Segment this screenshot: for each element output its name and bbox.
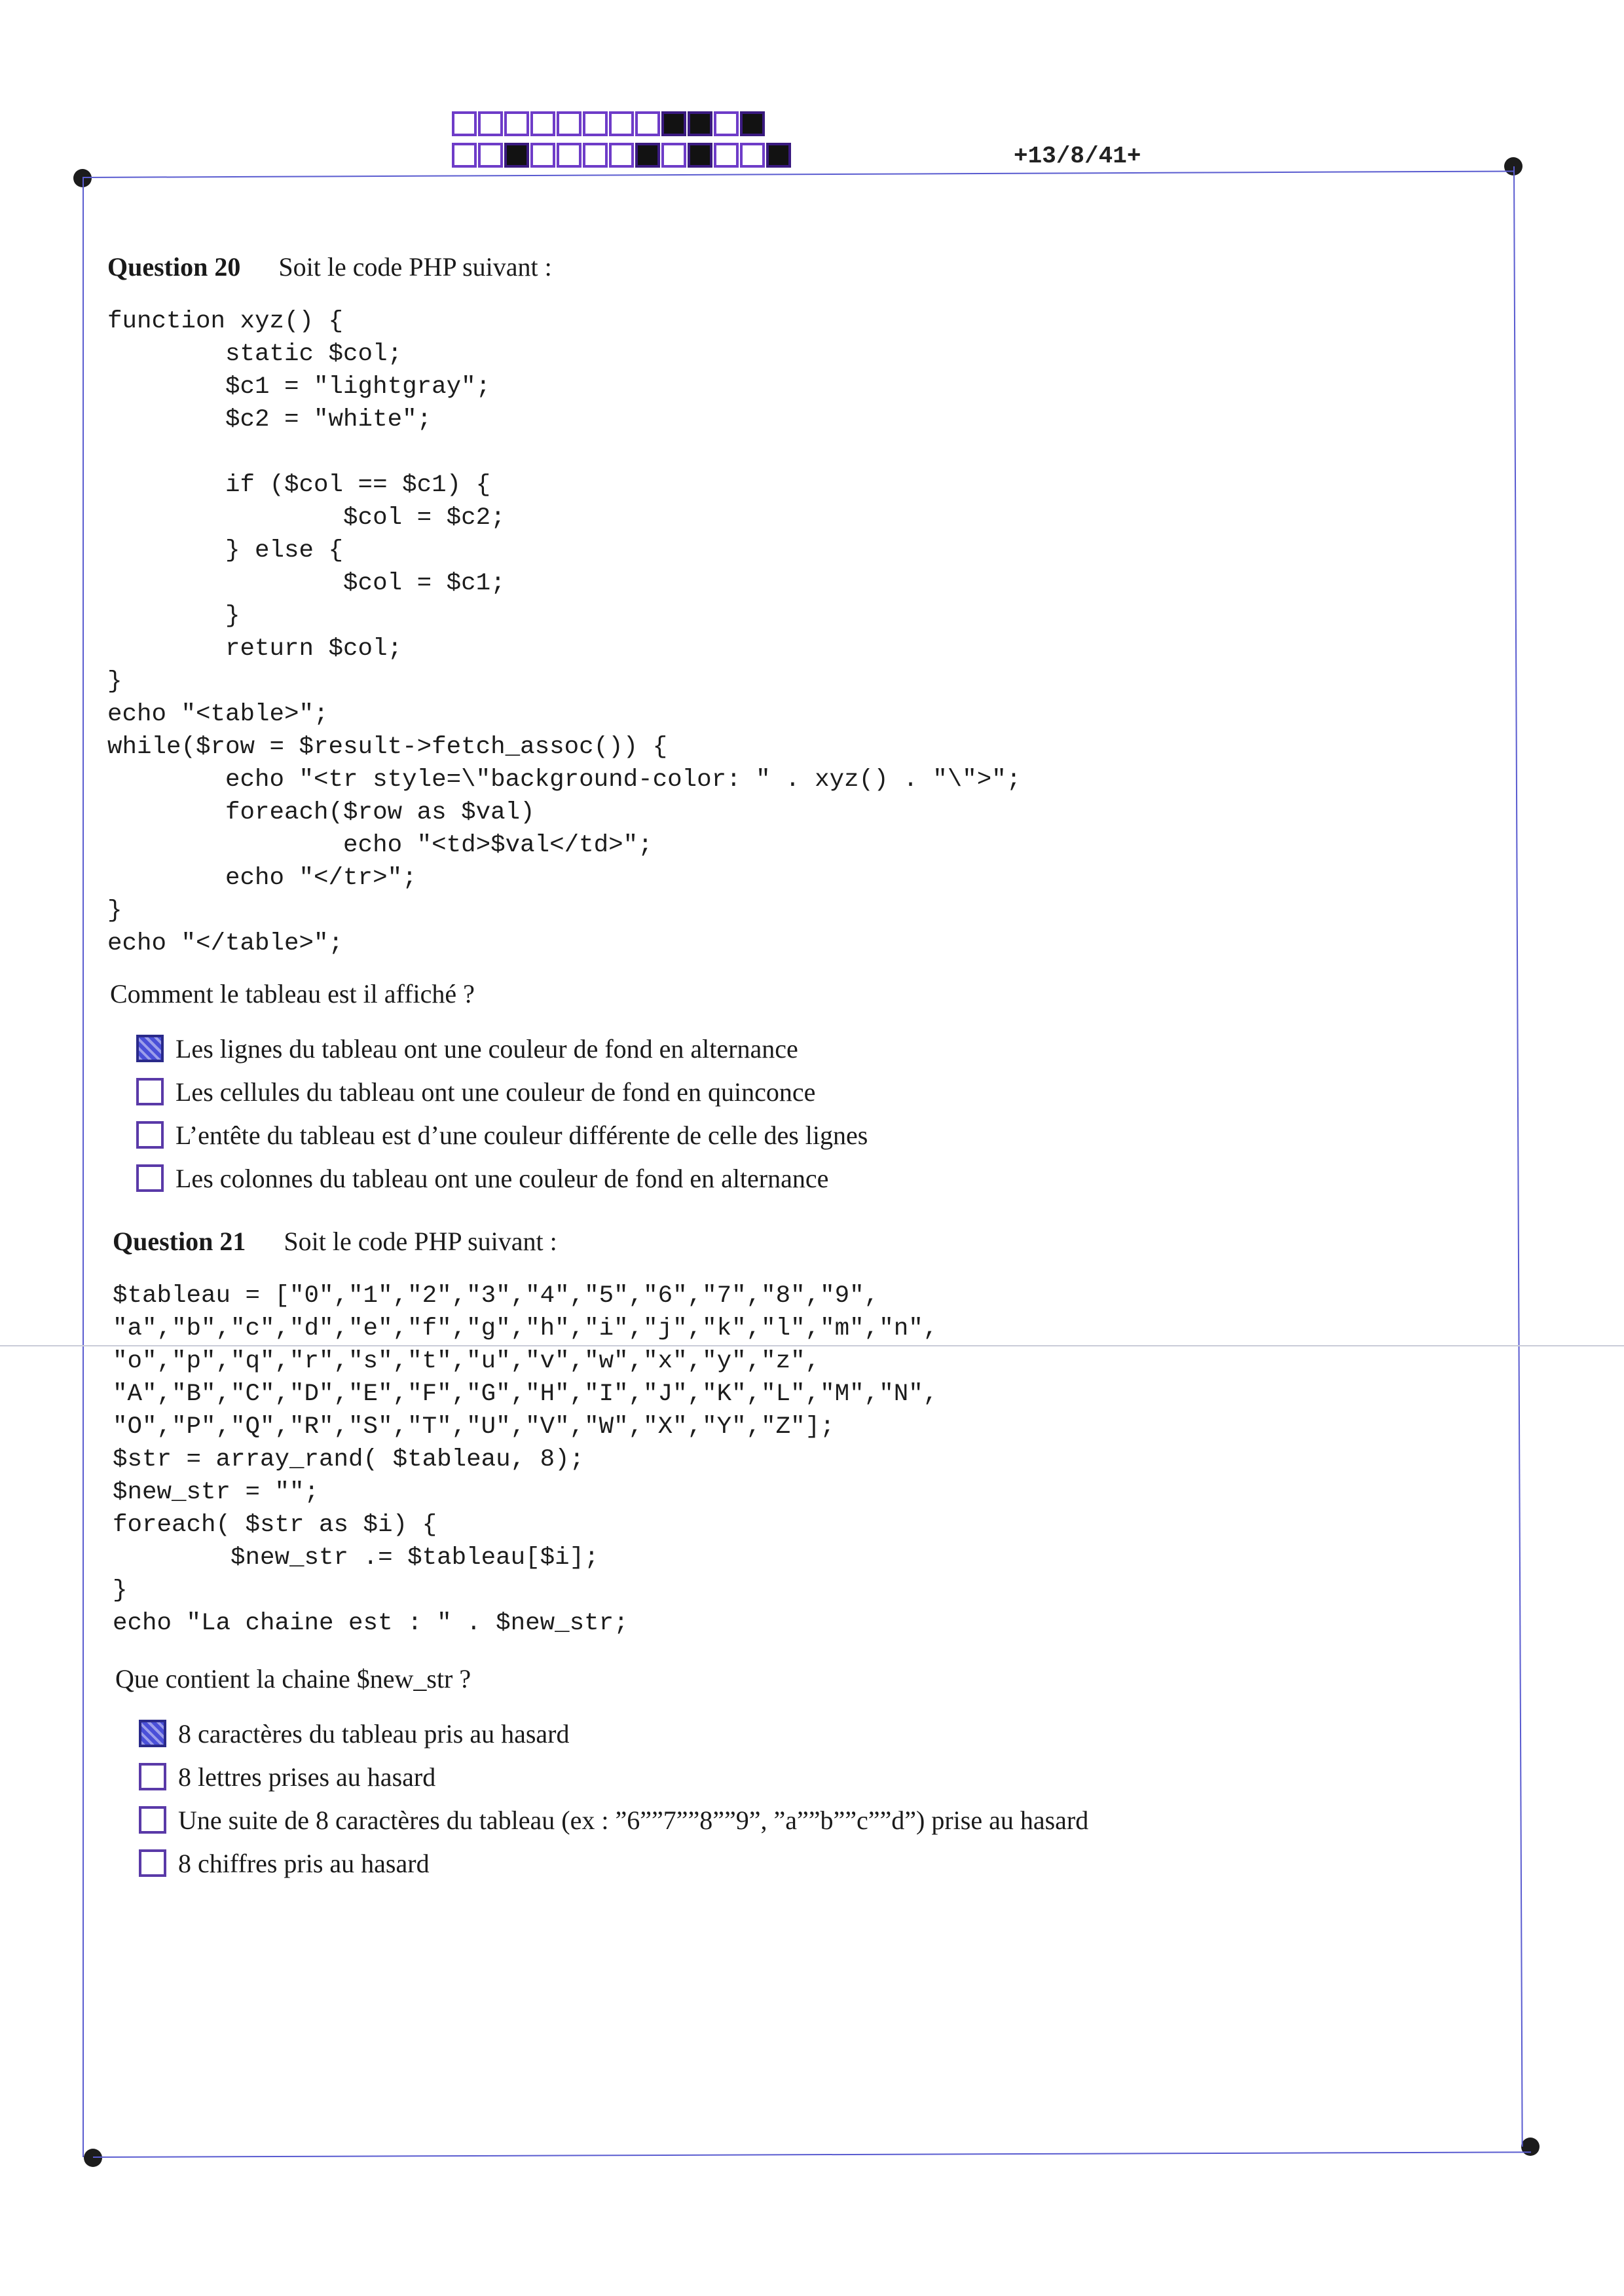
question-21-code: $tableau = ["0","1","2","3","4","5","6","7","8","9", "a","b","c","d","e","f","g","h","i","j","k","l","m","n", "o","p","q","r","s","t","u","v","w","x","y","z", "A","B","C","D","E","F","G","H","I","J","K","L","M","N", "O","P","Q","R","S","T","U","V","W","X","Y","Z"]; $str = array_rand( $tableau, 8); $new_str = ""; foreach( $str as $i) { $new_str .= $tableau[$i]; } echo "La chaine est : " . $new_str; [113, 1282, 938, 1637]
code-cell [504, 111, 529, 136]
choice-item[interactable] [136, 1113, 868, 1157]
choice-label: Une suite de 8 caractères du tableau (ex : ”6””7””8””9”, ”a””b””c””d”) prise au hasard [178, 1805, 1089, 1835]
question-number: Question 20 [107, 252, 241, 282]
answer-checkbox[interactable] [136, 1121, 164, 1149]
question-21-title [113, 1226, 557, 1257]
choice-item[interactable] [136, 1157, 868, 1200]
code-cell [478, 143, 503, 168]
code-cell [583, 111, 608, 136]
question-intro: Soit le code PHP suivant : [278, 252, 552, 282]
code-cell [661, 111, 686, 136]
code-cell [714, 143, 739, 168]
frame-bottom-line [93, 2151, 1531, 2158]
choice-label: 8 caractères du tableau pris au hasard [178, 1718, 570, 1749]
code-cell [478, 111, 503, 136]
code-cell [530, 143, 555, 168]
code-cell [740, 111, 765, 136]
question-20-title [107, 251, 552, 282]
code-cell [530, 111, 555, 136]
code-cell [740, 143, 765, 168]
choice-item[interactable] [136, 1070, 868, 1113]
code-cell [504, 143, 529, 168]
frame-right-line [1513, 166, 1523, 2147]
question-20-code: function xyz() { static $col; $c1 = "lightgray"; $c2 = "white"; if ($col == $c1) { $col = $c2; } else { $col = $c1; } return $col; } echo "<table>"; while($row = $result->fetch_assoc()) { echo "<tr style=\"background-color: " . xyz() . "\">"; foreach($row as $val) echo "<td>$val</td>"; echo "</tr>"; } echo "</table>"; [107, 308, 1022, 957]
question-20-prompt: Comment le tableau est il affiché ? [110, 979, 475, 1009]
question-20-choices [136, 1027, 868, 1200]
code-cell [583, 143, 608, 168]
code-cell [714, 111, 739, 136]
answer-checkbox[interactable] [139, 1763, 166, 1790]
answer-checkbox[interactable] [136, 1078, 164, 1105]
answer-checkbox[interactable] [139, 1806, 166, 1834]
code-cell [635, 111, 660, 136]
choice-label: Les colonnes du tableau ont une couleur de fond en alternance [175, 1163, 829, 1193]
choice-label: Les cellules du tableau ont une couleur de fond en quinconce [175, 1077, 816, 1107]
code-cell [635, 143, 660, 168]
page-id: +13/8/41+ [1014, 143, 1141, 170]
answer-checkbox[interactable] [136, 1164, 164, 1192]
code-cell [452, 111, 477, 136]
choice-label: Les lignes du tableau ont une couleur de fond en alternance [175, 1033, 798, 1064]
code-cell [688, 111, 712, 136]
code-cell [609, 111, 634, 136]
choice-label: L’entête du tableau est d’une couleur différente de celle des lignes [175, 1120, 868, 1150]
frame-top-line [83, 170, 1514, 178]
question-21-prompt: Que contient la chaine $new_str ? [115, 1664, 471, 1694]
frame-left-line [83, 178, 84, 2157]
answer-checkbox[interactable] [139, 1720, 166, 1747]
choice-item[interactable] [139, 1712, 1088, 1755]
choice-label: 8 chiffres pris au hasard [178, 1848, 430, 1878]
choice-item[interactable] [139, 1798, 1088, 1842]
question-21-choices [139, 1712, 1088, 1885]
choice-item[interactable] [139, 1755, 1088, 1798]
page-code-row-2 [452, 143, 792, 168]
code-cell [557, 111, 581, 136]
corner-mark-bottom-right [1521, 2138, 1540, 2156]
page-code-row-1 [452, 111, 766, 136]
choice-item[interactable] [136, 1027, 868, 1070]
question-number: Question 21 [113, 1227, 246, 1256]
answer-checkbox[interactable] [139, 1849, 166, 1877]
choice-label: 8 lettres prises au hasard [178, 1762, 436, 1792]
code-cell [661, 143, 686, 168]
answer-checkbox[interactable] [136, 1035, 164, 1062]
code-cell [452, 143, 477, 168]
choice-item[interactable] [139, 1842, 1088, 1885]
code-cell [609, 143, 634, 168]
code-cell [688, 143, 712, 168]
code-cell [557, 143, 581, 168]
question-intro: Soit le code PHP suivant : [284, 1227, 557, 1256]
code-cell [766, 143, 791, 168]
